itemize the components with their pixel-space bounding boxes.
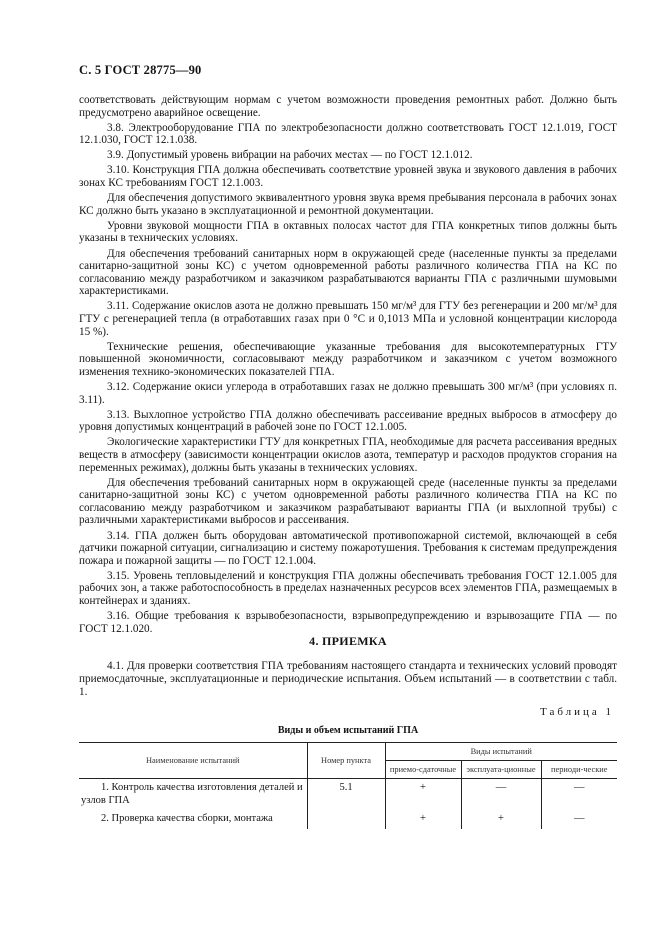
- paragraph: Для обеспечения допустимого эквивалентного уровня звука время пребывания персонала в рабочих зонах КС должно быть указано в эксплуатационной и ремонтной документации.: [79, 192, 617, 217]
- paragraph: Технические решения, обеспечивающие указанные требования для высокотемпературных ГТУ повышенной экономичности, согласовывают между разработчиком и заказчиком с учетом возможного изменения технико-экономических показателей ГПА.: [79, 340, 617, 378]
- periodic-cell: —: [541, 779, 617, 811]
- paragraph: соответствовать действующим нормам с учетом возможности проведения ремонтных работ. Должно быть предусмотрено аварийное освещение.: [79, 94, 617, 119]
- paragraph: Уровни звуковой мощности ГПА в октавных полосах частот для ГПА конкретных типов должны быть указаны в технических условиях.: [79, 219, 617, 245]
- table-caption: Виды и объем испытаний ГПА: [277, 725, 419, 736]
- paragraph: 3.14. ГПА должен быть оборудован автоматической противопожарной системой, включающей в себя датчики пожарной ситуации, сигнализацию и систему пожаротушения. Требования к системам предупреждения пожара и пожарной защиты — по ГОСТ 12.1.004.: [79, 529, 617, 567]
- operational-cell: +: [461, 810, 541, 829]
- intro-block: [79, 660, 617, 700]
- table-label: Таблица 1: [540, 706, 615, 718]
- paragraph: 3.15. Уровень тепловыделений и конструкция ГПА должны обеспечивать требования ГОСТ 12.1.005 для рабочих зон, а также работоспособность в пределах назначенных ресурсов всех элементов ГПА, размещаемых в контейнерах и зданиях.: [79, 569, 617, 607]
- paragraph: 3.16. Общие требования к взрывобезопасности, взрывопредупреждению и взрывозащите ГПА — по ГОСТ 12.1.020.: [79, 610, 617, 635]
- header-operational: эксплуата-ционные: [461, 761, 541, 779]
- paragraph: Экологические характеристики ГТУ для конкретных ГПА, необходимые для расчета рассеивания вредных веществ в атмосферу (зависимости концентрации окислов азота, температур и расходов продуктов сгорания на переменных режимах), должны быть указаны в технических условиях.: [79, 436, 617, 474]
- clause-cell: 5.1: [307, 779, 385, 811]
- table-row: [79, 810, 617, 829]
- paragraph: 3.9. Допустимый уровень вибрации на рабочих местах — по ГОСТ 12.1.012.: [107, 149, 473, 162]
- clause-cell: [307, 810, 385, 829]
- acceptance-cell: +: [385, 779, 461, 811]
- paragraph: 3.10. Конструкция ГПА должна обеспечивать соответствие уровней звука и звукового давления в рабочих зонах КС требованиям ГОСТ 12.1.003.: [79, 164, 617, 190]
- header-acceptance: приемо-сдаточные: [385, 761, 461, 779]
- table-row: [79, 779, 617, 811]
- section-title: 4. ПРИЕМКА: [309, 634, 387, 648]
- operational-cell: —: [461, 779, 541, 811]
- header-clause-number: Номер пункта: [307, 743, 385, 779]
- acceptance-cell: +: [385, 810, 461, 829]
- paragraph: 3.8. Электрооборудование ГПА по электробезопасности должно соответствовать ГОСТ 12.1.019, ГОСТ 12.1.030, ГОСТ 12.1.038.: [79, 121, 617, 147]
- header-periodic: периоди-ческие: [541, 761, 617, 779]
- header-test-types: Виды испытаний: [385, 743, 617, 761]
- paragraph: Для обеспечения требований санитарных норм в окружающей среде (населенные пункты за пределами санитарно-защитной зоны КС) с учетом одновременной работы различного количества ГПА на КС по согласованию между разработчиком и заказчиком разрабатываются варианты ГПА с различными шумовыми характеристиками.: [79, 247, 617, 298]
- page-header: С. 5 ГОСТ 28775—90: [79, 63, 202, 77]
- paragraph: Для обеспечения требований санитарных норм в окружающей среде (населенные пункты за пределами санитарно-защитной зоны КС) с учетом одновременной работы различного количества ГПА на КС по согласованию между разработчиком и заказчиком разрабатывают варианты ГПА (и выхлопной трубы) с различными характеристиками выбросов и рассеивания.: [79, 476, 617, 527]
- periodic-cell: —: [541, 810, 617, 829]
- intro-paragraph: 4.1. Для проверки соответствия ГПА требованиям настоящего стандарта и технических условий проводят приемосдаточные, эксплуатационные и периодические испытания. Объем испытаний — в соответствии с табл. 1.: [79, 660, 617, 699]
- document-body: [79, 94, 617, 638]
- test-name-cell: 2. Проверка качества сборки, монтажа: [101, 813, 273, 824]
- paragraph: 3.13. Выхлопное устройство ГПА должно обеспечивать рассеивание вредных выбросов в атмосферу до уровня допустимых концентраций в рабочей зоне по ГОСТ 12.1.005.: [79, 408, 617, 434]
- tests-table: [79, 742, 617, 829]
- header-test-name: Наименование испытаний: [79, 743, 307, 779]
- paragraph: 3.12. Содержание окиси углерода в отработавших газах не должно превышать 300 мг/м³ (при условиях п. 3.11).: [79, 380, 617, 406]
- paragraph: 3.11. Содержание окислов азота не должно превышать 150 мг/м³ для ГТУ без регенерации и 200 мг/м³ для ГТУ с регенерацией тепла (в отработавших газах при 0 °С и 0,1013 МПа и условной концентрации кислорода 15 %).: [79, 300, 617, 338]
- test-name-cell: 1. Контроль качества изготовления деталей и узлов ГПА: [81, 782, 303, 806]
